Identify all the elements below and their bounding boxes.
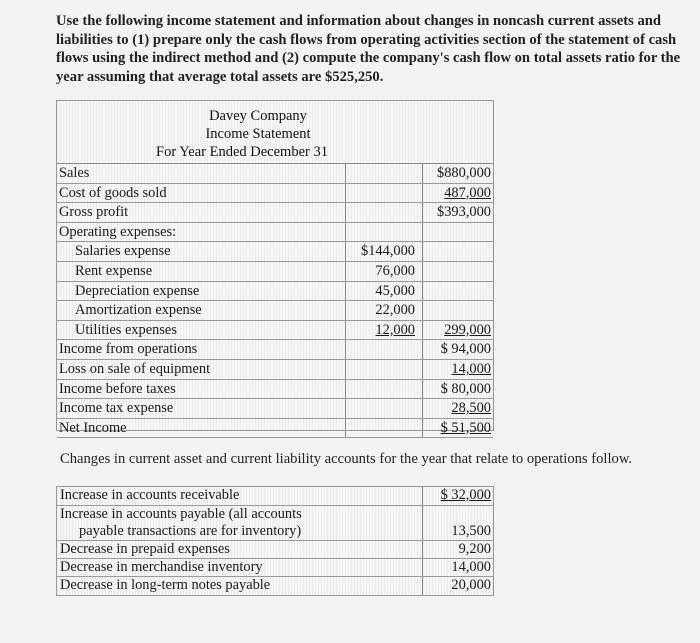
change-row-prepaid: Decrease in prepaid expenses 9,200 xyxy=(57,541,493,559)
changes-table xyxy=(56,486,494,596)
row-net-income: Net Income $ 51,500 xyxy=(57,419,493,439)
changes-intro: Changes in current asset and current liability accounts for the year that relate to operations follow. xyxy=(60,451,633,467)
income-statement xyxy=(56,100,494,436)
question-prompt: Use the following income statement and information about changes in noncash current assets and liabilities to (1) prepare only the cash flows from operating activities section of the statement of cash flows using the indirect method and (2) compute the company's cash flow on total assets ratio for the year assuming that average total assets are $525,250. xyxy=(56,13,681,85)
row-utilities: Utilities expenses 12,000 299,000 xyxy=(57,321,493,341)
row-operating-expenses: Operating expenses: xyxy=(57,223,493,243)
row-income-tax: Income tax expense 28,500 xyxy=(57,399,493,419)
row-amortization: Amortization expense 22,000 xyxy=(57,301,493,321)
change-row-ap: Increase in accounts payable (all accounts payable transactions are for inventory) 13,500 xyxy=(57,506,493,541)
row-loss-on-sale: Loss on sale of equipment 14,000 xyxy=(57,360,493,380)
row-rent: Rent expense 76,000 xyxy=(57,262,493,282)
change-row-notes: Decrease in long-term notes payable 20,000 xyxy=(60,577,491,593)
row-income-before-taxes: Income before taxes $ 80,000 xyxy=(57,380,493,400)
row-income-from-operations: Income from operations $ 94,000 xyxy=(57,340,493,360)
row-salaries: Salaries expense $144,000 xyxy=(57,242,493,262)
row-gross-profit: Gross profit $393,000 xyxy=(57,203,493,223)
statement-grid xyxy=(57,163,493,438)
row-sales: Sales $880,000 xyxy=(57,164,493,184)
statement-period: For Year Ended December 31 xyxy=(156,144,328,160)
change-row-ar: Increase in accounts receivable $ 32,000 xyxy=(57,487,493,506)
statement-title: Income Statement xyxy=(205,126,311,142)
company-name: Davey Company xyxy=(209,108,307,124)
row-depreciation: Depreciation expense 45,000 xyxy=(57,282,493,302)
change-row-inventory: Decrease in merchandise inventory 14,000 xyxy=(57,559,493,577)
row-cogs: Cost of goods sold 487,000 xyxy=(57,184,493,204)
